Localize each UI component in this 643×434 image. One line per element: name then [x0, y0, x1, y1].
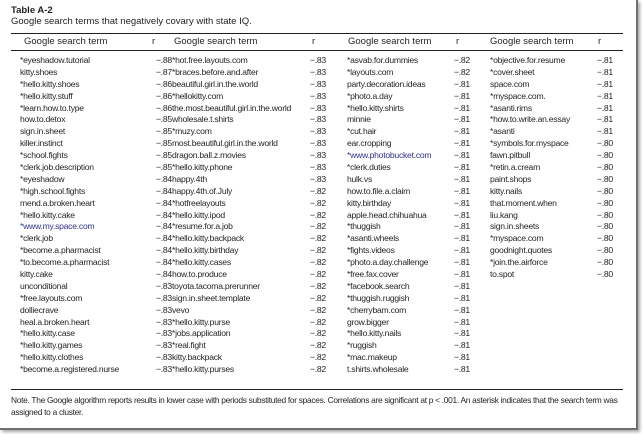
correlation-value: −.81: [454, 150, 470, 161]
search-term: *retin.a.cream: [490, 162, 540, 173]
search-term: *free.layouts.com: [20, 292, 83, 303]
search-term: *how.to.write.an.essay: [490, 114, 571, 125]
correlation-value: −.83: [310, 162, 326, 173]
correlation-value: −.83: [310, 66, 326, 77]
correlation-value: −.81: [597, 114, 613, 125]
correlation-value: −.81: [454, 352, 470, 363]
search-term: *learn.how.to.type: [20, 102, 84, 113]
correlation-value: −.80: [597, 233, 613, 244]
search-term: to.spot: [490, 269, 515, 280]
search-term: *become.a.pharmacist: [20, 245, 101, 256]
search-term: *hello.kitty.clothes: [20, 352, 84, 363]
search-term: *muzy.com: [172, 126, 212, 137]
search-term: *hello.kitty.purses: [172, 364, 234, 375]
search-term: *myspace.com: [490, 233, 544, 244]
search-term: beautiful.girl.in.the.world: [172, 78, 258, 89]
correlation-value: −.81: [454, 221, 470, 232]
correlation-value: −.81: [454, 280, 470, 291]
search-term: sign.in.sheet: [20, 126, 66, 137]
correlation-value: −.86: [156, 90, 172, 101]
correlation-value: −.83: [310, 55, 326, 65]
search-term: *myspace.com.: [490, 90, 546, 101]
table-caption: [11, 5, 252, 28]
search-term: *hello.kitty.stuff: [20, 90, 73, 101]
search-term: *eyeshadow.tutorial: [20, 55, 90, 65]
search-term: *hello.kitty.cases: [172, 257, 231, 268]
correlation-value: −.83: [156, 316, 172, 327]
correlation-value: −.84: [156, 245, 172, 256]
correlation-value: −.83: [156, 352, 172, 363]
correlation-value: −.83: [156, 292, 172, 303]
correlation-value: −.83: [156, 340, 172, 351]
header-term: Google search term: [348, 36, 432, 47]
correlation-value: −.85: [156, 150, 172, 161]
correlation-value: −.84: [156, 257, 172, 268]
search-term: paint.shops: [490, 173, 532, 184]
search-term: *asanti: [490, 126, 515, 137]
search-term: how.to.produce: [172, 269, 227, 280]
correlation-value: −.82: [310, 340, 326, 351]
correlation-value: −.80: [597, 162, 613, 173]
correlation-value: −.84: [156, 221, 172, 232]
correlation-value: −.83: [310, 90, 326, 101]
search-term: *eyeshadow: [20, 173, 65, 184]
correlation-value: −.82: [310, 233, 326, 244]
correlation-value: −.81: [454, 328, 470, 339]
search-term: *thuggish: [347, 221, 381, 232]
correlation-value: −.83: [310, 102, 326, 113]
correlation-value: −.81: [454, 257, 470, 268]
search-term: *photo.a.day: [347, 90, 393, 101]
correlation-value: −.83: [310, 138, 326, 149]
search-term: killer.instinct: [20, 138, 63, 149]
search-term: mend.a.broken.heart: [20, 197, 95, 208]
search-term: *cover.sheet: [490, 66, 535, 77]
search-term: *asvab.for.dummies: [347, 55, 418, 65]
correlation-value: −.80: [597, 269, 613, 280]
search-term: happy.4th: [172, 173, 207, 184]
correlation-value: −.84: [156, 185, 172, 196]
search-term: *braces.before.and.after: [172, 66, 259, 77]
search-term: *real.fight: [172, 340, 206, 351]
search-term: kitty.cake: [20, 269, 53, 280]
header-r: r: [456, 36, 460, 47]
correlation-value: −.82: [310, 304, 326, 315]
correlation-value: −.81: [454, 173, 470, 184]
correlation-value: −.82: [310, 245, 326, 256]
correlation-value: −.85: [156, 138, 172, 149]
correlation-value: −.80: [597, 245, 613, 256]
search-term: vevo: [172, 304, 190, 315]
correlation-value: −.83: [310, 150, 326, 161]
header-term: Google search term: [174, 36, 258, 47]
correlation-value: −.85: [156, 162, 172, 173]
correlation-value: −.82: [310, 316, 326, 327]
correlation-value: −.80: [597, 150, 613, 161]
search-term: *thuggish.ruggish: [347, 292, 410, 303]
correlation-value: −.81: [597, 102, 613, 113]
correlation-value: −.84: [156, 233, 172, 244]
correlation-value: −.85: [156, 114, 172, 125]
search-term: *high.school.fights: [20, 185, 85, 196]
table-title: Google search terms that negatively covary with state IQ.: [11, 16, 252, 27]
search-term: *hello.kitty.birthday: [172, 245, 239, 256]
search-term: most.beautiful.girl.in.the.world: [172, 138, 278, 149]
correlation-value: −.82: [310, 197, 326, 208]
search-term: *hellokitty.com: [172, 90, 224, 101]
correlation-value: −.80: [597, 257, 613, 268]
search-term: *hello.kitty.nails: [347, 328, 402, 339]
search-term: *join.the.airforce: [490, 257, 548, 268]
correlation-value: −.81: [454, 340, 470, 351]
search-term: toyota.tacoma.prerunner: [172, 280, 260, 291]
correlation-value: −.84: [156, 197, 172, 208]
correlation-value: −.81: [454, 316, 470, 327]
correlation-value: −.81: [454, 364, 470, 375]
table-note: Note. The Google algorithm reports results in lower case with periods substituted for spaces. Correlations are significant at p < .001. An asterisk indicates that the search term was assigned to a cluster.: [11, 395, 618, 417]
search-term: grow.bigger: [347, 316, 389, 327]
search-term: *photo.a.day.challenge: [347, 257, 429, 268]
correlation-value: −.81: [454, 138, 470, 149]
correlation-value: −.81: [454, 245, 470, 256]
search-term: *resume.for.a.job: [172, 221, 233, 232]
correlation-value: −.81: [454, 162, 470, 173]
search-term: *hello.kitty.shirts: [347, 102, 404, 113]
search-term: *hotfreelayouts: [172, 197, 226, 208]
correlation-value: −.80: [597, 138, 613, 149]
search-term: dragon.ball.z.movies: [172, 150, 246, 161]
correlation-value: −.80: [597, 209, 613, 220]
search-term: *school.fights: [20, 150, 68, 161]
correlation-value: −.82: [310, 221, 326, 232]
correlation-value: −.81: [597, 55, 613, 65]
correlation-value: −.84: [156, 269, 172, 280]
search-term: *jobs.application: [172, 328, 231, 339]
search-term: *objective.for.resume: [490, 55, 565, 65]
search-term: how.to.detox: [20, 114, 66, 125]
search-term: goodnight.quotes: [490, 245, 552, 256]
search-term: *hello.kitty.purse: [172, 316, 230, 327]
search-term: kitty.backpack: [172, 352, 222, 363]
search-term: hulk.vs: [347, 173, 372, 184]
search-term: *become.a.registered.nurse: [20, 364, 120, 375]
correlation-value: −.81: [597, 126, 613, 137]
search-term: *hello.kitty.games: [20, 340, 83, 351]
correlation-value: −.83: [310, 78, 326, 89]
search-term: *facebook.search: [347, 280, 410, 291]
search-term: *asanti.wheels: [347, 233, 399, 244]
search-term: space.com: [490, 78, 530, 89]
search-term: sign.in.sheet.template: [172, 292, 251, 303]
search-term: liu.kang: [490, 209, 518, 220]
search-term: *symbols.for.myspace: [490, 138, 569, 149]
correlation-value: −.80: [597, 185, 613, 196]
table-header-rule: [11, 50, 623, 51]
correlation-value: −.82: [310, 209, 326, 220]
correlation-value: −.80: [597, 221, 613, 232]
correlation-value: −.83: [310, 173, 326, 184]
search-term: fawn.pitbull: [490, 150, 530, 161]
correlation-value: −.81: [454, 126, 470, 137]
table-label: Table A-2: [11, 5, 53, 16]
search-term: kitty.shoes: [20, 66, 58, 77]
search-term: that.moment.when: [490, 197, 557, 208]
correlation-value: −.83: [156, 364, 172, 375]
correlation-value: −.82: [310, 352, 326, 363]
search-term: *cherrybam.com: [347, 304, 407, 315]
correlation-value: −.82: [454, 55, 470, 65]
correlation-value: −.82: [454, 66, 470, 77]
search-term: *ruggish: [347, 340, 377, 351]
search-term: *asanti.rims: [490, 102, 532, 113]
search-term-link[interactable]: *www.photobucket.com: [347, 150, 432, 161]
correlation-value: −.81: [597, 78, 613, 89]
header-r: r: [598, 36, 602, 47]
table-bottom-rule: [11, 389, 623, 390]
correlation-value: −.82: [310, 364, 326, 375]
search-term: t.shirts.wholesale: [347, 364, 409, 375]
correlation-value: −.81: [454, 102, 470, 113]
search-term: kitty.nails: [490, 185, 522, 196]
correlation-value: −.80: [597, 173, 613, 184]
correlation-value: −.82: [310, 292, 326, 303]
search-term: party.decoration.ideas: [347, 78, 426, 89]
correlation-value: −.84: [156, 173, 172, 184]
search-term: apple.head.chihuahua: [347, 209, 427, 220]
correlation-value: −.83: [310, 114, 326, 125]
header-r: r: [152, 36, 156, 47]
correlation-value: −.86: [156, 102, 172, 113]
search-term: *mac.makeup: [347, 352, 397, 363]
search-term: sign.in.sheets: [490, 221, 540, 232]
correlation-value: −.82: [310, 185, 326, 196]
correlation-value: −.81: [454, 185, 470, 196]
search-term: dolliecrave: [20, 304, 59, 315]
search-term: *cut.hair: [347, 126, 377, 137]
correlation-value: −.84: [156, 209, 172, 220]
correlation-value: −.81: [597, 66, 613, 77]
search-term: unconditional: [20, 280, 68, 291]
search-term: *free.fax.cover: [347, 269, 399, 280]
correlation-value: −.80: [597, 197, 613, 208]
correlation-value: −.82: [310, 328, 326, 339]
search-term: *fights.videos: [347, 245, 395, 256]
search-term-link[interactable]: *www.my.space.com: [20, 221, 95, 232]
search-term: wholesale.t.shirts: [172, 114, 234, 125]
search-term: *clerk.duties: [347, 162, 391, 173]
table-top-rule: [11, 33, 623, 34]
header-term: Google search term: [490, 36, 574, 47]
correlation-value: −.81: [454, 197, 470, 208]
search-term: ear.cropping: [347, 138, 392, 149]
correlation-value: −.81: [454, 292, 470, 303]
correlation-value: −.81: [454, 269, 470, 280]
search-term: *clerk.job.description: [20, 162, 94, 173]
correlation-value: −.81: [454, 304, 470, 315]
correlation-value: −.81: [454, 209, 470, 220]
correlation-value: −.82: [310, 257, 326, 268]
correlation-value: −.85: [156, 126, 172, 137]
correlation-value: −.81: [597, 90, 613, 101]
search-term: *clerk.job: [20, 233, 53, 244]
correlation-value: −.81: [454, 233, 470, 244]
correlation-value: −.83: [156, 304, 172, 315]
correlation-value: −.83: [156, 280, 172, 291]
header-term: Google search term: [24, 36, 108, 47]
search-term: happy.4th.of.July: [172, 185, 233, 196]
correlation-value: −.81: [454, 90, 470, 101]
search-term: *hot.free.layouts.com: [172, 55, 248, 65]
search-term: *to.become.a.pharmacist: [20, 257, 110, 268]
search-term: kitty.birthday: [347, 197, 392, 208]
correlation-value: −.83: [310, 126, 326, 137]
search-term: *hello.kitty.ipod: [172, 209, 225, 220]
search-term: minnie: [347, 114, 371, 125]
correlation-value: −.86: [156, 78, 172, 89]
search-term: the.most.beautiful.girl.in.the.world: [172, 102, 292, 113]
search-term: *hello.kitty.phone: [172, 162, 233, 173]
search-term: heal.a.broken.heart: [20, 316, 90, 327]
search-term: *hello.kitty.case: [20, 328, 75, 339]
correlation-value: −.81: [454, 78, 470, 89]
search-term: *hello.kitty.backpack: [172, 233, 244, 244]
search-term: *hello.kitty.cake: [20, 209, 75, 220]
search-term: *hello.kitty.shoes: [20, 78, 80, 89]
correlation-value: −.81: [454, 114, 470, 125]
header-r: r: [312, 36, 316, 47]
correlation-value: −.87: [156, 66, 172, 77]
search-term: how.to.file.a.claim: [347, 185, 411, 196]
correlation-value: −.83: [156, 328, 172, 339]
correlation-value: −.82: [310, 280, 326, 291]
correlation-value: −.88: [156, 55, 172, 65]
correlation-value: −.82: [310, 269, 326, 280]
search-term: *layouts.com: [347, 66, 394, 77]
